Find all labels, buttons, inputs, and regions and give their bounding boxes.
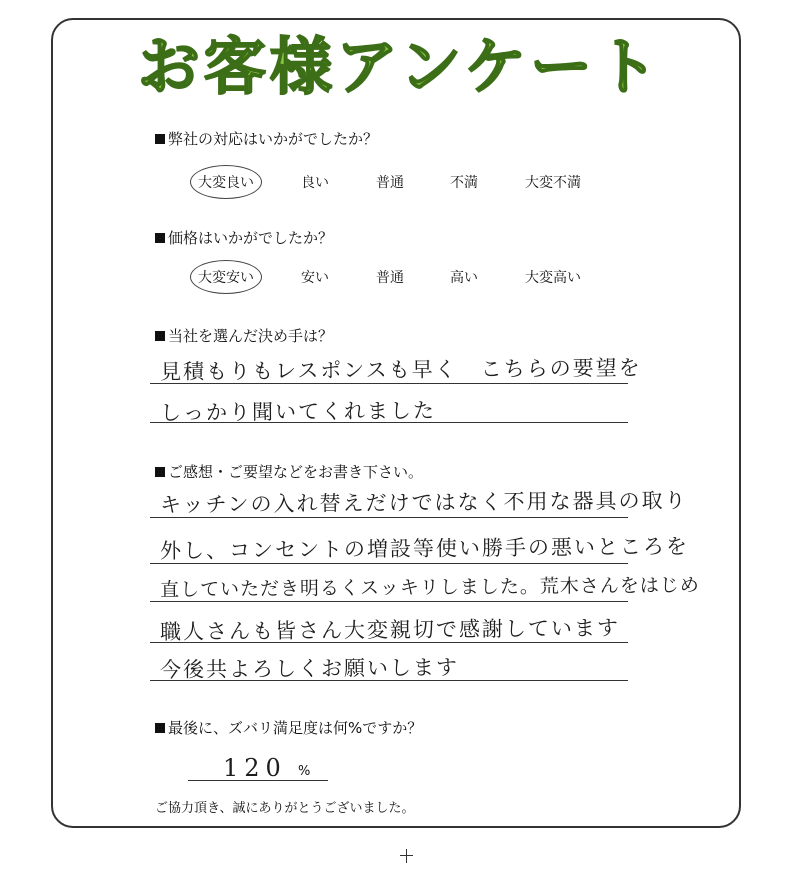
feedback-line-2: 外し、コンセントの増設等使い勝手の悪いところを	[159, 534, 690, 563]
square-bullet-icon	[155, 331, 165, 341]
crop-mark-icon	[400, 855, 413, 856]
option-service-1[interactable]: 良い	[301, 175, 329, 191]
square-bullet-icon	[155, 233, 165, 243]
reason-line-1: 見積もりもレスポンスも早く こちらの要望を	[159, 355, 642, 384]
option-service-2[interactable]: 普通	[376, 175, 404, 191]
option-price-0[interactable]: 大変安い	[198, 267, 254, 287]
answer-line	[150, 563, 628, 564]
answer-line	[150, 642, 628, 643]
square-bullet-icon	[155, 134, 165, 144]
question-satisfaction: 最後に、ズバリ満足度は何%ですか？	[155, 717, 422, 738]
option-price-3[interactable]: 高い	[450, 270, 478, 286]
options-price	[180, 267, 620, 297]
option-service-4[interactable]: 大変不満	[525, 175, 581, 191]
answer-line	[150, 422, 628, 423]
feedback-line-3: 直していただき明るくスッキリしました。荒木さんをはじめ	[159, 574, 700, 601]
feedback-line-1: キッチンの入れ替えだけではなく不用な器具の取り	[159, 488, 688, 517]
satisfaction-unit: %	[298, 764, 311, 779]
option-service-3[interactable]: 不満	[450, 175, 478, 191]
option-price-1[interactable]: 安い	[301, 270, 329, 286]
square-bullet-icon	[155, 467, 165, 477]
survey-title: お客様アンケート	[137, 30, 663, 103]
reason-line-2: しっかり聞いてくれました	[159, 398, 437, 425]
option-price-4[interactable]: 大変高い	[525, 270, 581, 286]
answer-line	[150, 517, 628, 518]
feedback-line-4: 職人さんも皆さん大変親切で感謝しています	[159, 615, 621, 644]
thanks-message: ご協力頂き、誠にありがとうございました。	[155, 801, 415, 816]
answer-line	[150, 601, 628, 602]
question-service: 弊社の対応はいかがでしたか？	[155, 128, 378, 149]
answer-line	[150, 383, 628, 384]
option-price-2[interactable]: 普通	[376, 270, 404, 286]
square-bullet-icon	[155, 723, 165, 733]
options-service	[180, 172, 620, 202]
answer-line	[150, 680, 628, 681]
question-feedback: ご感想・ご要望などをお書き下さい。	[155, 461, 423, 482]
feedback-line-5: 今後共よろしくお願いします	[159, 655, 460, 682]
question-price: 価格はいかがでしたか？	[155, 227, 333, 248]
question-reason: 当社を選んだ決め手は？	[155, 325, 333, 346]
satisfaction-value: 120	[223, 754, 287, 782]
option-service-0[interactable]: 大変良い	[198, 172, 254, 192]
satisfaction-line	[188, 780, 328, 781]
